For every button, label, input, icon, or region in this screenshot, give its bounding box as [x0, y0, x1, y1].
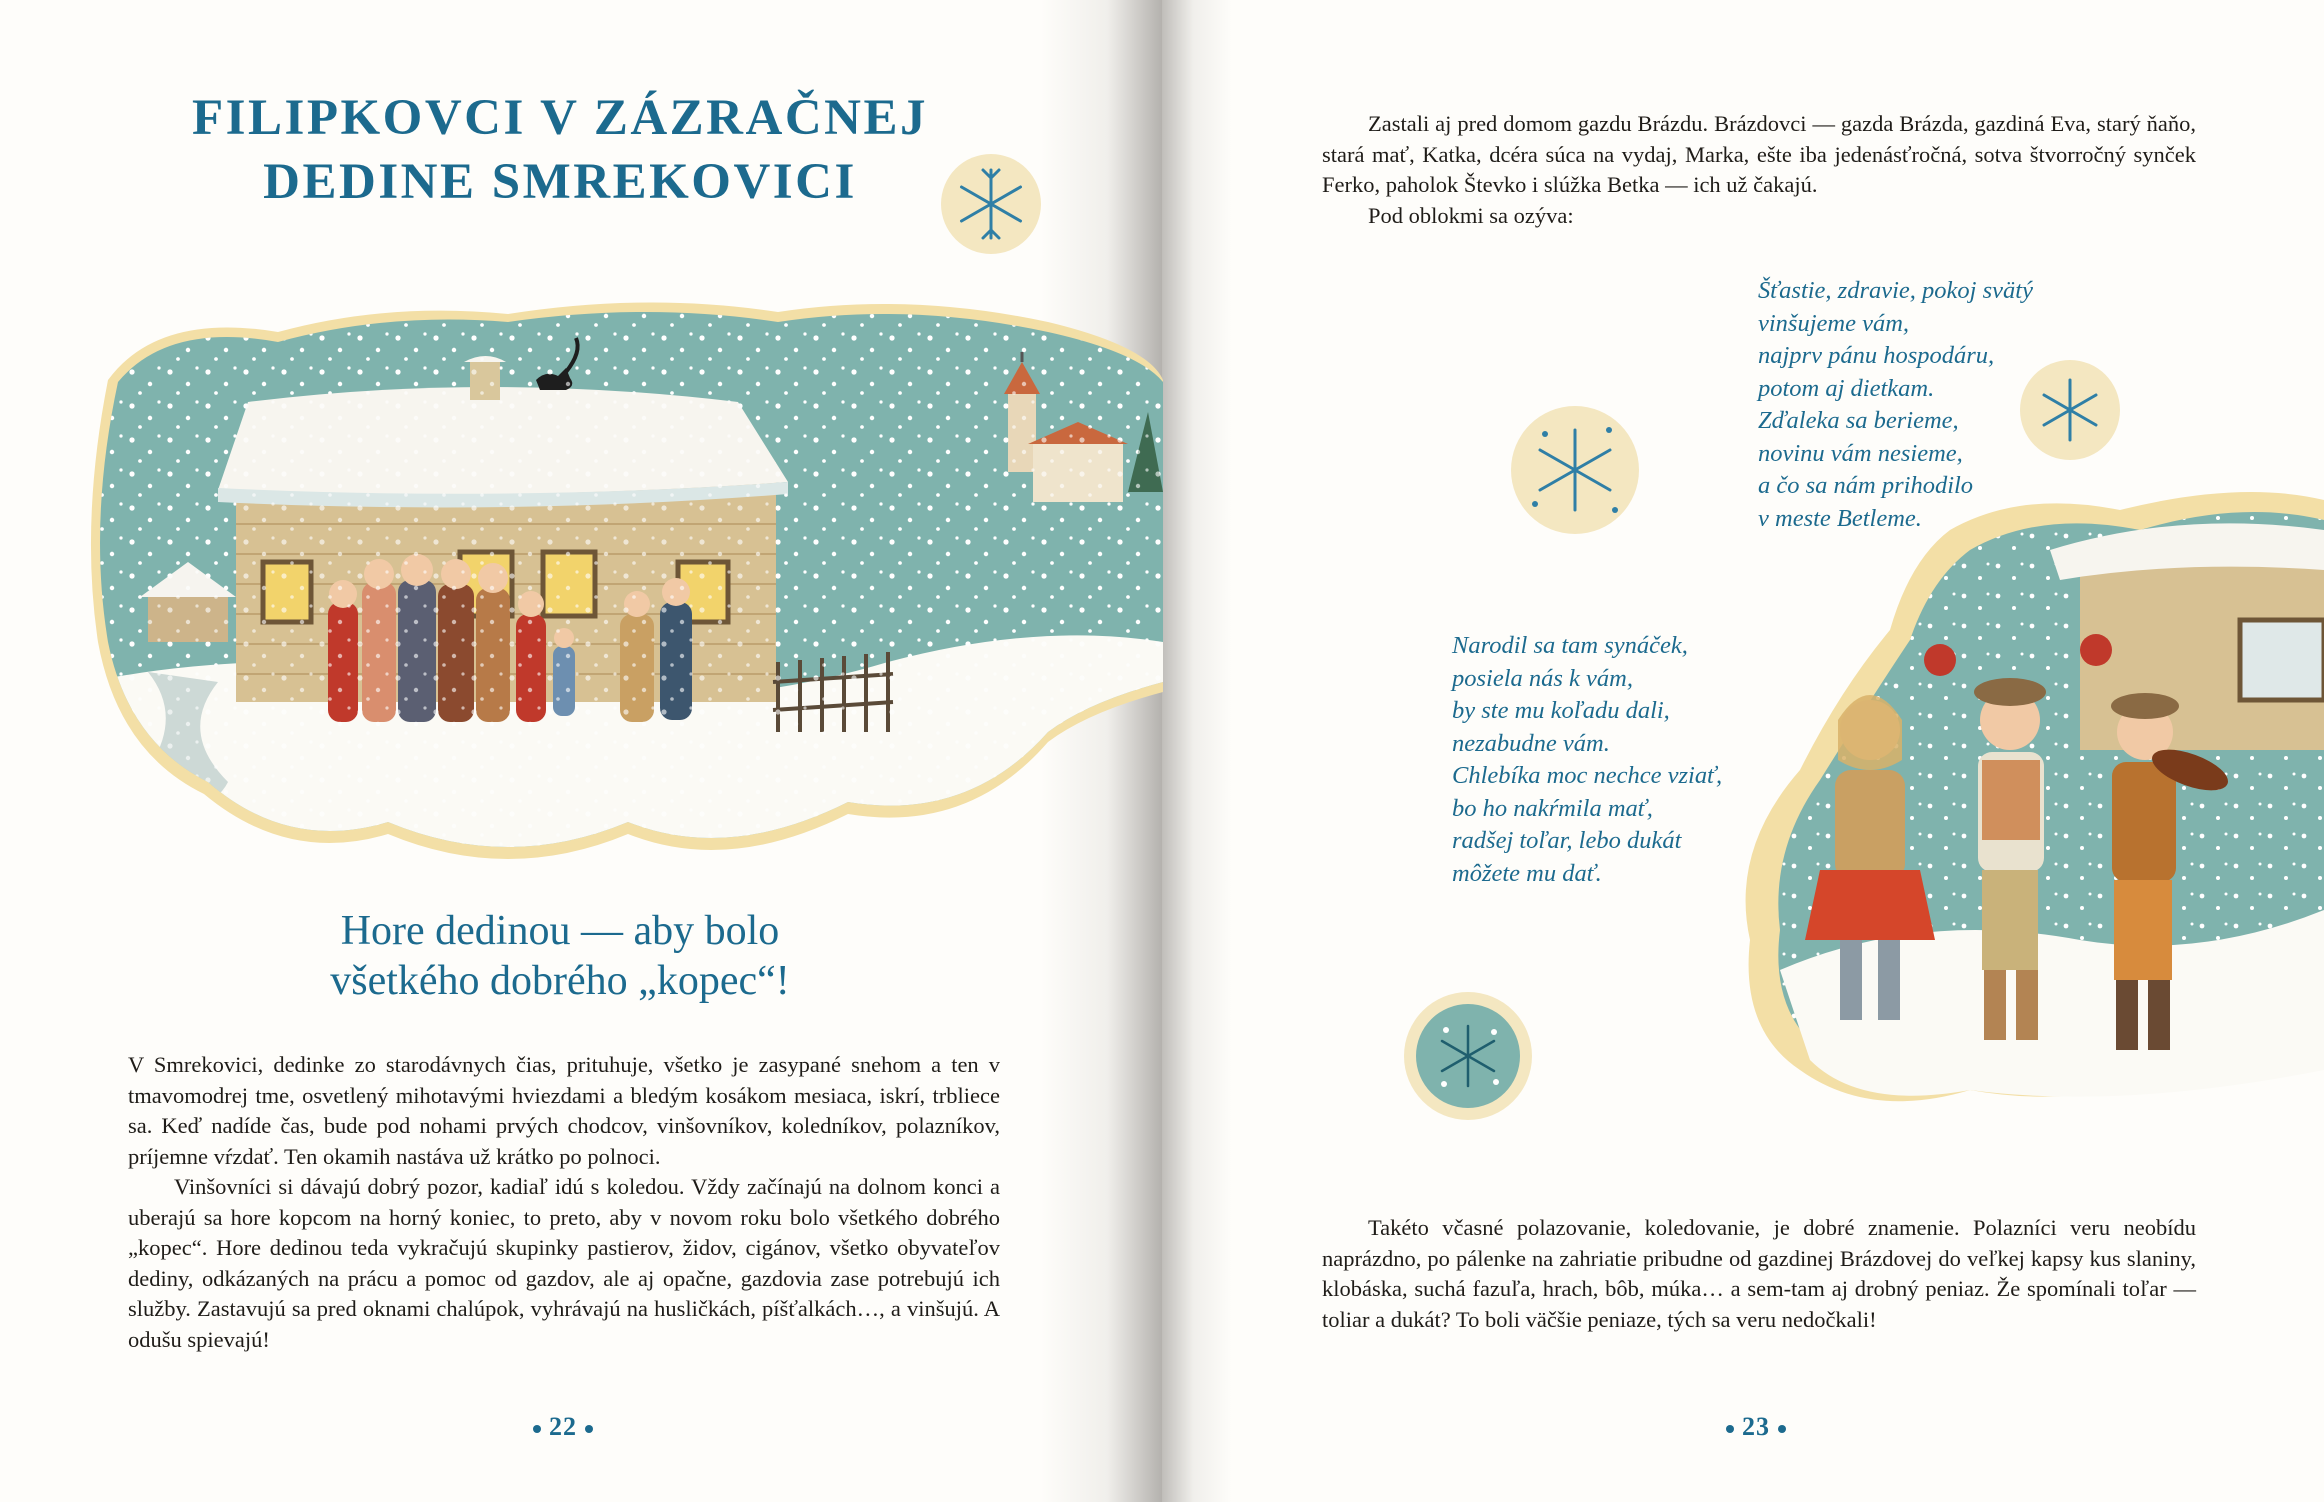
poem-line: by ste mu koľadu dali,	[1452, 697, 1670, 724]
paragraph: Zastali aj pred domom gazdu Brázdu. Brázdovci — gazda Brázda, gazdiná Eva, starý ňaňo, stará mať, Katka, dcéra súca na vydaj, Marka, ešte iba jedenásťročná, sotva štvorročný synček Ferko, paholok Števko i slúžka Betka — ich už čakajú.	[1322, 111, 2196, 197]
poem-line: posiela nás k vám,	[1452, 664, 1633, 692]
chapter-title-line: FILIPKOVCI V ZÁZRAČNEJ	[191, 90, 929, 146]
paragraph: Takéto včasné polazovanie, koledovanie, je dobré znamenie. Polazníci veru neobídu naprázdno, po pálenke na zahriatie pribudne od gazdinej Brázdovej do veľkej kapsy kus slaniny, klobáska, suchá fazuľa, hrach, bôb, múka… a sem-tam aj drobný peniaz. Že spomínali toľar — toliar a dukát? To boli väčšie peniaze, tých sa veru nedočkali!	[1322, 1215, 2196, 1332]
bullet-dot-icon	[1778, 1425, 1786, 1433]
poem-line: bo ho nakŕmila mať,	[1452, 794, 1653, 822]
poem-line: Narodil sa tam synáček,	[1452, 632, 1688, 659]
snowflake-disc-icon	[2016, 356, 2124, 464]
paragraph: Pod oblokmi sa ozýva:	[1368, 202, 1574, 228]
section-heading-line: Hore dedinou — aby bolo	[340, 908, 780, 954]
poem-line: vinšujeme vám,	[1758, 309, 1910, 337]
chapter-title	[190, 86, 930, 214]
section-heading-line: všetkého dobrého „kopec“!	[330, 958, 790, 1004]
snowflake-disc-icon	[1398, 986, 1538, 1126]
poem-stanza	[1452, 630, 1722, 890]
poem-line: Chlebíka moc nechce vziať,	[1452, 762, 1723, 789]
poem-line: potom aj dietkam.	[1758, 374, 1935, 402]
village-house-illustration	[88, 262, 1163, 890]
page-number	[1718, 1412, 1794, 1442]
carolers-illustration	[1720, 470, 2324, 1130]
snowflake-disc-icon	[935, 148, 1047, 260]
bullet-dot-icon	[1726, 1425, 1734, 1433]
poem-line: a čo sa nám prihodilo	[1758, 472, 1974, 499]
bullet-dot-icon	[533, 1425, 541, 1433]
page-number	[525, 1412, 601, 1442]
chapter-title-line: DEDINE SMREKOVICI	[263, 154, 857, 210]
section-heading	[180, 906, 940, 1006]
paragraph: Vinšovníci si dávajú dobrý pozor, kadiaľ idú s koledou. Vždy začínajú na dolnom konci a uberajú sa hore kopcom na horný koniec, to preto, aby v novom roku bolo všetkého dobrého „kopec“. Hore dedinou teda vykračujú skupinky pastierov, židov, cigánov, všetko obyvateľov dediny, odkázaných na prácu a pomoc od gazdov, ale aj opačne, gazdovia zase potrebujú ich služby. Zastavujú sa pred oknami chalúpok, vyhrávajú na husličkách, píšťalkách…, a vinšujú. A odušu spievajú!	[128, 1174, 1000, 1352]
paragraph: V Smrekovici, dedinke zo starodávnych čias, prituhuje, všetko je zasypané snehom a ten v tmavomodrej tme, osvetlený mihotavými hviezdami a bledým kosákom mesiaca, iskrí, trbliece sa. Keď nadíde čas, bude pod nohami prvých chodcov, vinšovníkov, koledníkov, polazníkov, príjemne vŕzdať. Ten okamih nastáva už krátko po polnoci.	[128, 1052, 1000, 1169]
poem-line: najprv pánu hospodáru,	[1758, 342, 1995, 369]
bullet-dot-icon	[585, 1425, 593, 1433]
left-body-text	[128, 1050, 1000, 1355]
poem-line: Šťastie, zdravie, pokoj svätý	[1758, 277, 2033, 304]
poem-line: radšej toľar, lebo dukát	[1452, 827, 1682, 854]
book-gutter-shadow-right	[1162, 0, 1232, 1502]
poem-line: môžete mu dať.	[1452, 859, 1602, 887]
poem-line: v meste Betleme.	[1758, 504, 1922, 532]
page-number-value: 22	[549, 1412, 577, 1441]
snowflake-disc-icon	[1505, 400, 1645, 540]
poem-line: Zďaleka sa berieme,	[1758, 407, 1959, 434]
poem-line: nezabudne vám.	[1452, 729, 1610, 757]
right-intro-text	[1322, 109, 2196, 231]
right-closing-text	[1322, 1213, 2196, 1335]
poem-line: novinu vám nesieme,	[1758, 439, 1963, 467]
page-number-value: 23	[1742, 1412, 1770, 1441]
